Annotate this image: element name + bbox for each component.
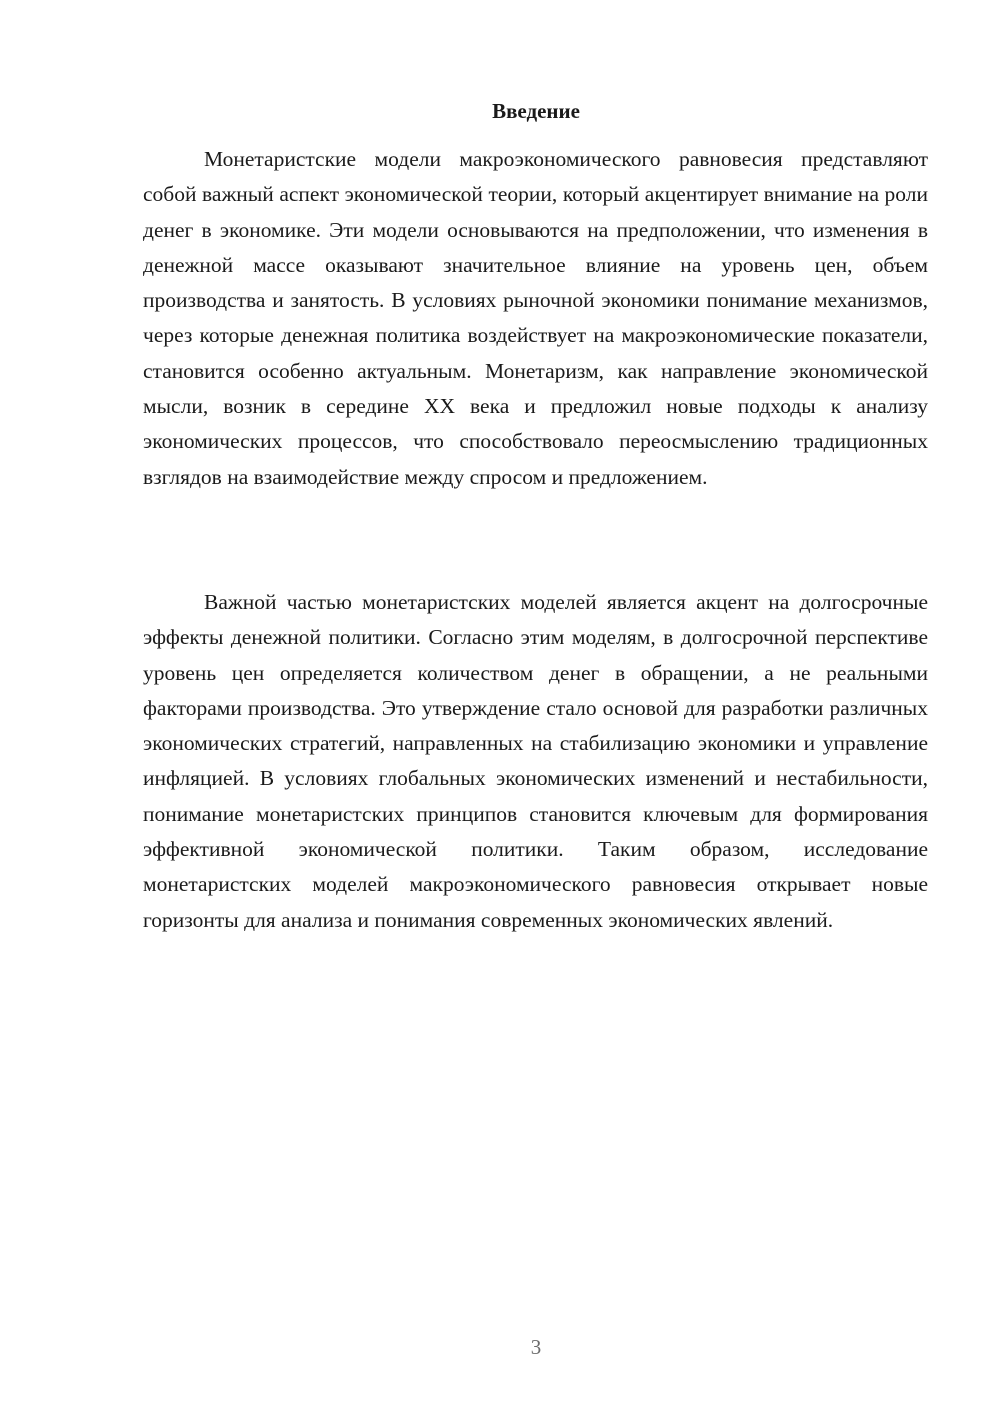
paragraph-1: Монетаристские модели макроэкономического равновесия представляют собой важный аспект экономической теории, который акцентирует внимание на роли денег в экономике. Эти модели основываются на предположении, что изменения в денежной массе оказывают значительное влияние на уровень цен, объем производства и занятость. В условиях рыночной экономики понимание механизмов, через которые денежная политика воздействует на макроэкономические показатели, становится особенно актуальным. Монетаризм, как направление экономической мысли, возник в середине XX века и предложил новые подходы к анализу экономических процессов, что способствовало переосмыслению традиционных взглядов на взаимодействие между спросом и предложением.	[143, 147, 928, 489]
paragraph-2: Важной частью монетаристских моделей является акцент на долгосрочные эффекты денежной политики. Согласно этим моделям, в долгосрочной перспективе уровень цен определяется количеством денег в обращении, а не реальными факторами производства. Это утверждение стало основой для разработки различных экономических стратегий, направленных на стабилизацию экономики и управление инфляцией. В условиях глобальных экономических изменений и нестабильности, понимание монетаристских принципов становится ключевым для формирования эффективной экономической политики. Таким образом, исследование монетаристских моделей макроэкономического равновесия открывает новые горизонты для анализа и понимания современных экономических явлений.	[143, 590, 928, 932]
section-heading: Введение	[492, 99, 580, 123]
page-number: 3	[530, 1335, 542, 1359]
